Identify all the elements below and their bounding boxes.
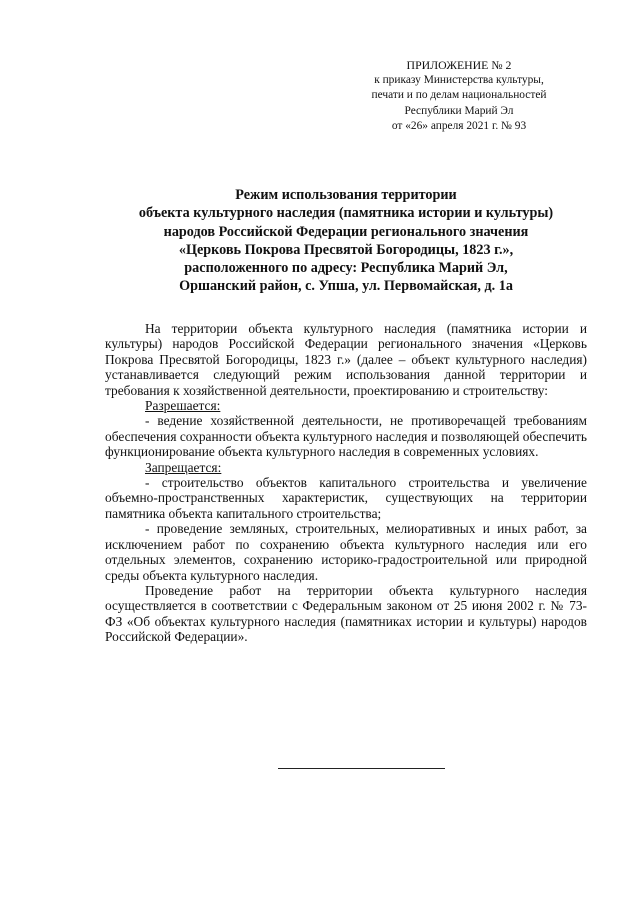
title-line-6: Оршанский район, с. Упша, ул. Первомайская, д. 1а xyxy=(179,278,513,295)
appendix-ministry-line: печати и по делам национальностей xyxy=(371,89,547,102)
title-line-5: расположенного по адресу: Республика Марий Эл, xyxy=(184,260,508,277)
title-line-4: «Церковь Покрова Пресвятой Богородицы, 1823 г.», xyxy=(178,241,514,258)
appendix-date-line: от «26» апреля 2021 г. № 93 xyxy=(391,119,527,132)
appendix-header xyxy=(349,58,569,134)
appendix-order-line: к приказу Министерства культуры, xyxy=(374,74,544,87)
title-line-3: народов Российской Федерации регионального значения xyxy=(163,223,529,240)
appendix-number: ПРИЛОЖЕНИЕ № 2 xyxy=(406,58,512,72)
end-rule xyxy=(278,768,445,769)
title-line-1: Режим использования территории xyxy=(235,187,457,203)
forbidden-label: Запрещается: xyxy=(145,459,222,475)
document-title xyxy=(105,186,587,296)
closing-paragraph: Проведение работ на территории объекта культурного наследия осуществляется в соответствии с Федеральным законом от 25 июня 2002 г. № 73-ФЗ «Об объектах культурного наследия (памятниках истории и культуры) народов Российской Федерации». xyxy=(105,582,587,645)
allowed-label: Разрешается: xyxy=(145,398,221,414)
appendix-republic-line: Республики Марий Эл xyxy=(404,104,514,117)
title-line-2: объекта культурного наследия (памятника истории и культуры) xyxy=(138,205,554,222)
allowed-item-1: - ведение хозяйственной деятельности, не противоречащей требованиям обеспечения сохранности объекта культурного наследия и позволяющей обеспечить функционирование объекта культурного наследия в современных условиях. xyxy=(105,413,587,460)
document-body xyxy=(105,321,587,645)
forbidden-item-2: - проведение земляных, строительных, мелиоративных и иных работ, за исключением работ по сохранению объекта культурного наследия или его отдельных элементов, сохранению историко-градостроительной или природной среды объекта культурного наследия. xyxy=(105,521,587,583)
intro-paragraph: На территории объекта культурного наследия (памятника истории и культуры) народов Российской Федерации регионального значения «Церковь Покрова Пресвятой Богородицы, 1823 г.» (далее – объект культурного наследия) устанавливается следующий режим использования данной территории и требования к хозяйственной деятельности, проектированию и строительству: xyxy=(105,321,587,398)
forbidden-item-1: - строительство объектов капитального строительства и увеличение объемно-пространственных характеристик, существующих на территории памятника объекта капитального строительства; xyxy=(105,475,587,521)
